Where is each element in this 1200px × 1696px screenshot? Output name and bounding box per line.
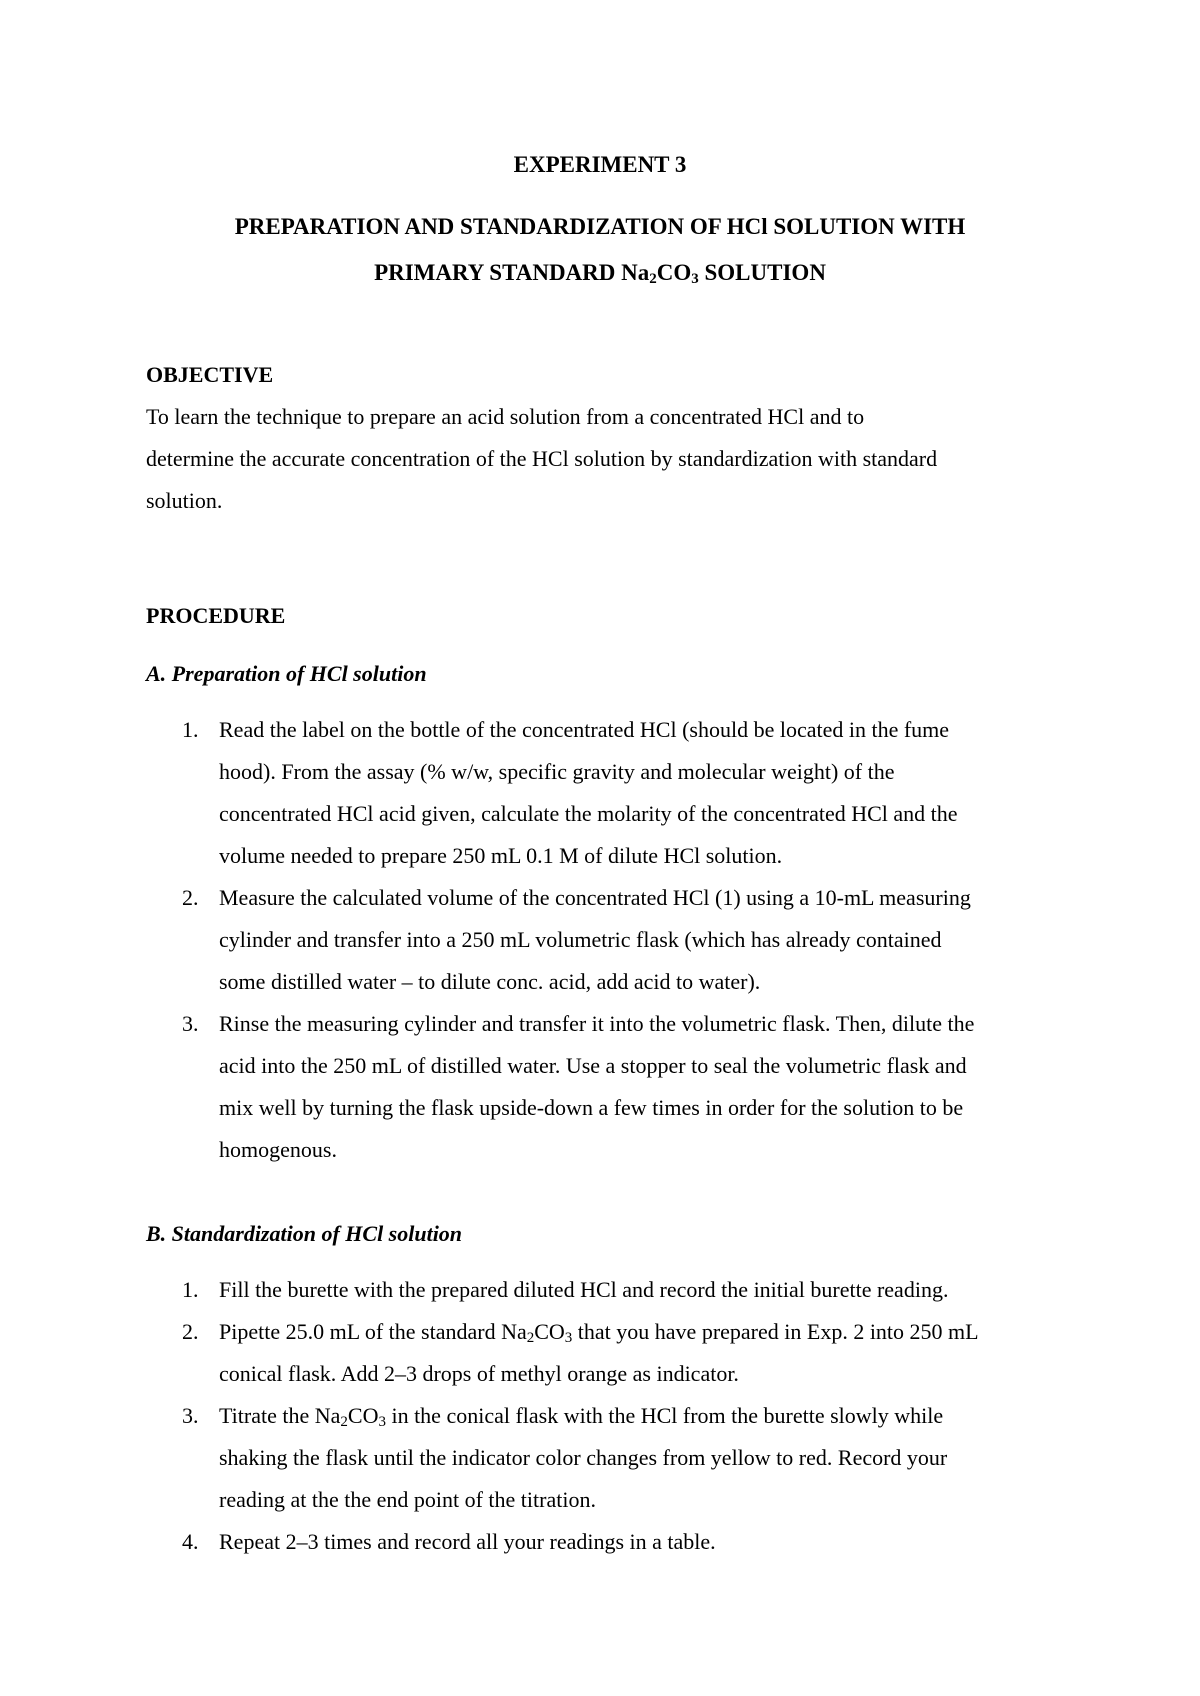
list-item-line: cylinder and transfer into a 250 mL volumetric flask (which has already contained xyxy=(219,927,942,952)
objective-line: To learn the technique to prepare an acid solution from a concentrated HCl and to xyxy=(146,404,865,429)
list-number: 3. xyxy=(182,1403,199,1428)
list-item-line: reading at the the end point of the titration. xyxy=(219,1487,596,1512)
list-number: 1. xyxy=(182,717,199,742)
list-item-line: Repeat 2–3 times and record all your readings in a table. xyxy=(219,1529,716,1554)
list-item-line: Titrate the Na2CO3 in the conical flask with the HCl from the burette slowly while xyxy=(219,1403,944,1430)
list-item-line: mix well by turning the flask upside-down a few times in order for the solution to be xyxy=(219,1095,964,1120)
list-item-line: some distilled water – to dilute conc. acid, add acid to water). xyxy=(219,969,761,994)
section-b-heading: B. Standardization of HCl solution xyxy=(146,1221,463,1246)
procedure-heading: PROCEDURE xyxy=(146,603,286,628)
list-item-line: Read the label on the bottle of the concentrated HCl (should be located in the fume xyxy=(219,717,950,742)
list-number: 3. xyxy=(182,1011,199,1036)
list-item-line: hood). From the assay (% w/w, specific gravity and molecular weight) of the xyxy=(219,759,895,784)
list-item-line: volume needed to prepare 250 mL 0.1 M of dilute HCl solution. xyxy=(219,843,783,868)
list-number: 2. xyxy=(182,1319,199,1344)
list-item-line: Measure the calculated volume of the concentrated HCl (1) using a 10-mL measuring xyxy=(219,885,971,910)
list-number: 2. xyxy=(182,885,199,910)
objective-line: solution. xyxy=(146,488,223,513)
list-item-line: acid into the 250 mL of distilled water. Use a stopper to seal the volumetric flask and xyxy=(219,1053,967,1078)
list-item-line: concentrated HCl acid given, calculate the molarity of the concentrated HCl and the xyxy=(219,801,958,826)
list-item-line: Pipette 25.0 mL of the standard Na2CO3 that you have prepared in Exp. 2 into 250 mL xyxy=(219,1319,979,1346)
experiment-title: EXPERIMENT 3 xyxy=(513,152,687,177)
list-item-line: shaking the flask until the indicator color changes from yellow to red. Record your xyxy=(219,1445,948,1470)
list-item-line: Rinse the measuring cylinder and transfer it into the volumetric flask. Then, dilute the xyxy=(219,1011,975,1036)
list-item-line: conical flask. Add 2–3 drops of methyl orange as indicator. xyxy=(219,1361,739,1386)
list-number: 4. xyxy=(182,1529,199,1554)
subtitle-line-2: PRIMARY STANDARD Na2CO3 SOLUTION xyxy=(374,260,826,287)
subtitle-line-1: PREPARATION AND STANDARDIZATION OF HCl SOLUTION WITH xyxy=(234,214,966,239)
objective-line: determine the accurate concentration of the HCl solution by standardization with standard xyxy=(146,446,938,471)
section-a-heading: A. Preparation of HCl solution xyxy=(146,661,427,686)
list-number: 1. xyxy=(182,1277,199,1302)
list-item-line: homogenous. xyxy=(219,1137,337,1162)
list-item-line: Fill the burette with the prepared diluted HCl and record the initial burette reading. xyxy=(219,1277,949,1302)
objective-heading: OBJECTIVE xyxy=(146,362,274,387)
